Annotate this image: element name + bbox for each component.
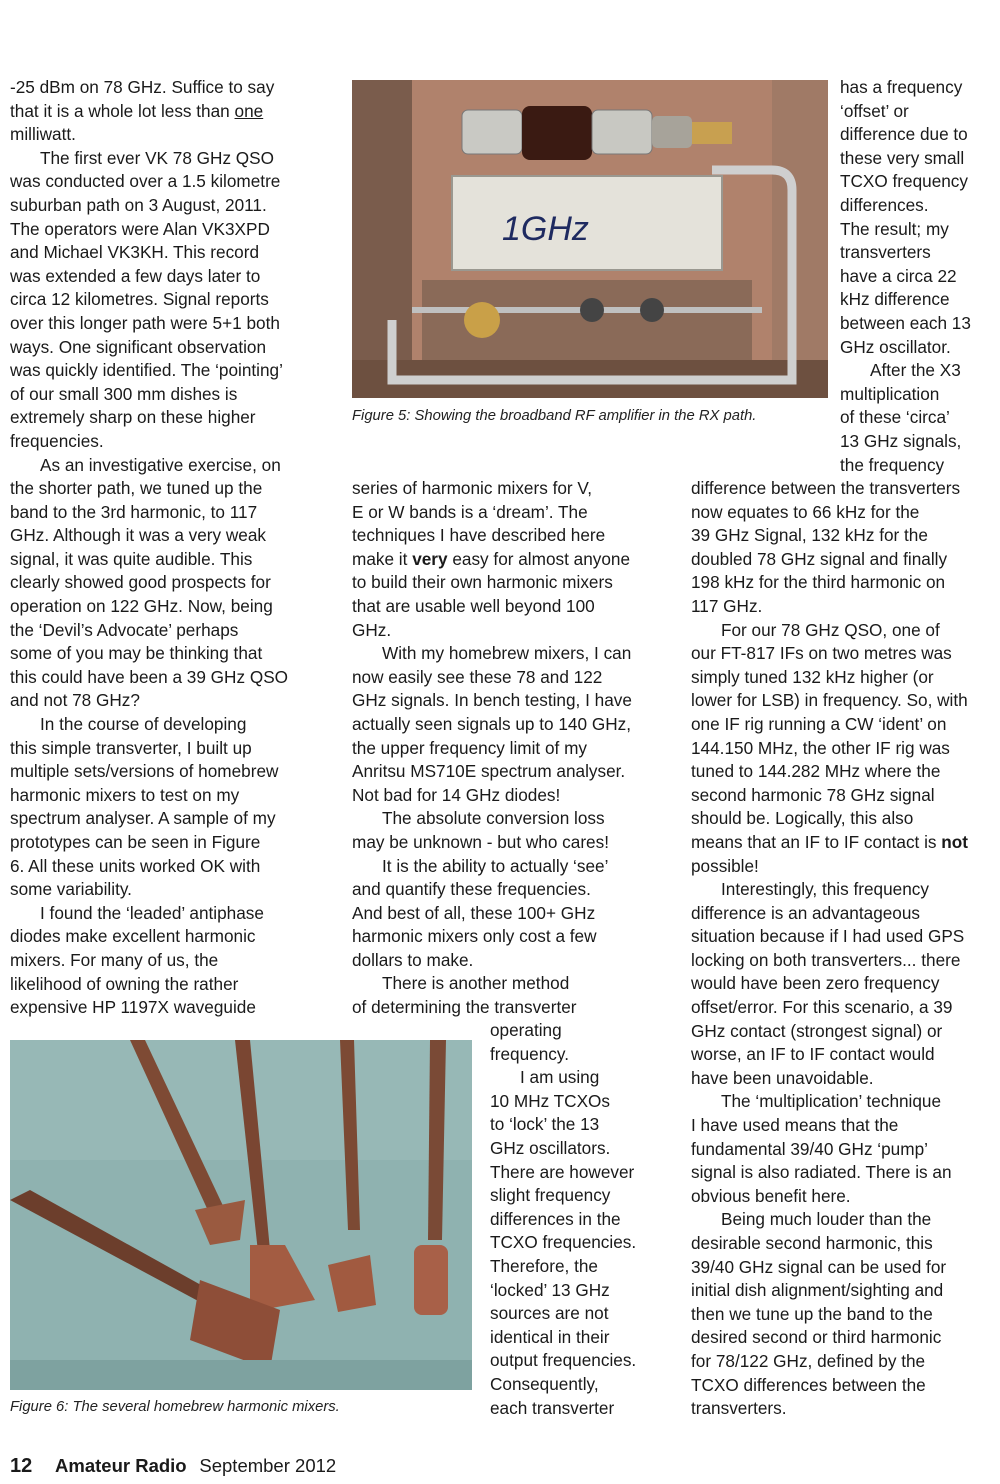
magazine-title: Amateur Radio — [55, 1455, 187, 1476]
figure-5-box-marking: 1GHz — [502, 210, 589, 248]
column-3 — [691, 477, 1000, 1421]
paragraph: With my homebrew mixers, I can now easily see these 78 and 122 GHz signals. In bench testing, I have actually seen signals up to 140 GHz, the upper frequency limit of my Anritsu MS710E spectrum analyser. Not bad for 14 GHz diodes! — [352, 643, 632, 805]
paragraph: difference between the transverters now equates to 66 kHz for the 39 GHz Signal, 132 kHz for the doubled 78 GHz signal and finally 198 kHz for the third harmonic on 117 GHz. — [691, 478, 961, 616]
column-1 — [10, 76, 340, 1020]
column-2-continuation — [490, 1019, 680, 1420]
paragraph: After the X3 multiplication of these ‘circa’ 13 GHz signals, the frequency — [840, 360, 962, 475]
figure-6-photo — [10, 1040, 472, 1390]
paragraph: The first ever VK 78 GHz QSO was conducted over a 1.5 kilometre suburban path on 3 August, 2011. The operators were Alan VK3XPD and Michael VK3KH. This record was extended a few days later to circa 12 kilometres. Signal reports over this longer path were 5+1 both ways. One significant observation was quickly identified. The ‘pointing’ of our small 300 mm dishes is extremely sharp on these higher frequencies. — [10, 147, 283, 451]
paragraph: As an investigative exercise, on the shorter path, we tuned up the band to the 3rd harmonic, to 117 GHz. Although it was a very weak signal, it was quite audible. This clearly showed good prospects for operation on 122 GHz. Now, being the ‘Devil’s Advocate’ perhaps some of you may be thinking that this could have been a 39 GHz QSO and not 78 GHz? — [10, 454, 289, 711]
paragraph: There is another method of determining the transverter — [352, 973, 577, 1018]
paragraph: has a frequency ‘offset’ or difference due to these very small TCXO frequency differences. The result; my transverters have a circa 22 kHz difference between each 13 GHz oscillator. — [840, 77, 971, 357]
column-3-top — [840, 76, 1000, 477]
figure-5-caption: Figure 5: Showing the broadband RF amplifier in the RX path. — [352, 408, 757, 424]
issue-date: September 2012 — [199, 1455, 337, 1476]
paragraph: I am using 10 MHz TCXOs to ‘lock’ the 13 GHz oscillators. There are however slight frequency differences in the TCXO frequencies. Therefore, the ‘locked’ 13 GHz sources are not identical in their output frequencies. Consequently, each transverter — [490, 1067, 637, 1418]
column-2 — [352, 477, 682, 1020]
paragraph: In the course of developing this simple transverter, I built up multiple sets/versions of homebrew harmonic mixers to test on my spectrum analyser. A sample of my prototypes can be seen in Figure 6. All these units worked OK with some variability. — [10, 714, 279, 900]
paragraph: The absolute conversion loss may be unknown - but who cares! — [352, 808, 609, 852]
paragraph: I found the ‘leaded’ antiphase diodes make excellent harmonic mixers. For many of us, the likelihood of owning the rather expensive HP 1197X waveguide — [10, 902, 264, 1018]
paragraph: It is the ability to actually ‘see’ and quantify these frequencies. And best of all, these 100+ GHz harmonic mixers only cost a few dollars to make. — [352, 855, 609, 970]
paragraph: -25 dBm on 78 GHz. Suffice to say that it is a whole lot less than one milliwatt. — [10, 77, 275, 145]
paragraph: For our 78 GHz QSO, one of our FT-817 IFs on two metres was simply tuned 132 kHz higher (or lower for LSB) in frequency. So, with one IF rig running a CW ‘ident’ on 144.150 MHz, the other IF rig was tuned to 144.282 MHz where the second harmonic 78 GHz signal should be. Logically, this also means that an IF to IF contact is not possible! — [691, 619, 969, 876]
paragraph: series of harmonic mixers for V, E or W bands is a ‘dream’. The techniques I have described here make it very easy for almost anyone to build their own harmonic mixers that are usable well beyond 100 GHz. — [352, 478, 631, 640]
figure-6-caption: Figure 6: The several homebrew harmonic mixers. — [10, 1399, 340, 1415]
paragraph: Interestingly, this frequency difference is an advantageous situation because if I had used GPS locking on both transverters... there would have been zero frequency offset/error. For this scenario, a 39 GHz contact (strongest signal) or worse, an IF to IF contact would have been unavoidable. — [691, 879, 965, 1088]
paragraph: operating frequency. — [490, 1020, 569, 1064]
page-number: 12 — [10, 1455, 33, 1477]
paragraph: The ‘multiplication’ technique I have used means that the fundamental 39/40 GHz ‘pump’ signal is also radiated. There is an obvious benefit here. — [691, 1091, 952, 1206]
page-footer — [10, 1454, 336, 1479]
figure-5-photo — [352, 80, 828, 398]
paragraph: Being much louder than the desirable second harmonic, this 39/40 GHz signal can be used for initial dish alignment/sighting and then we tune up the band to the desired second or third harmonic for 78/122 GHz, defined by the TCXO differences between the transverters. — [691, 1209, 947, 1419]
